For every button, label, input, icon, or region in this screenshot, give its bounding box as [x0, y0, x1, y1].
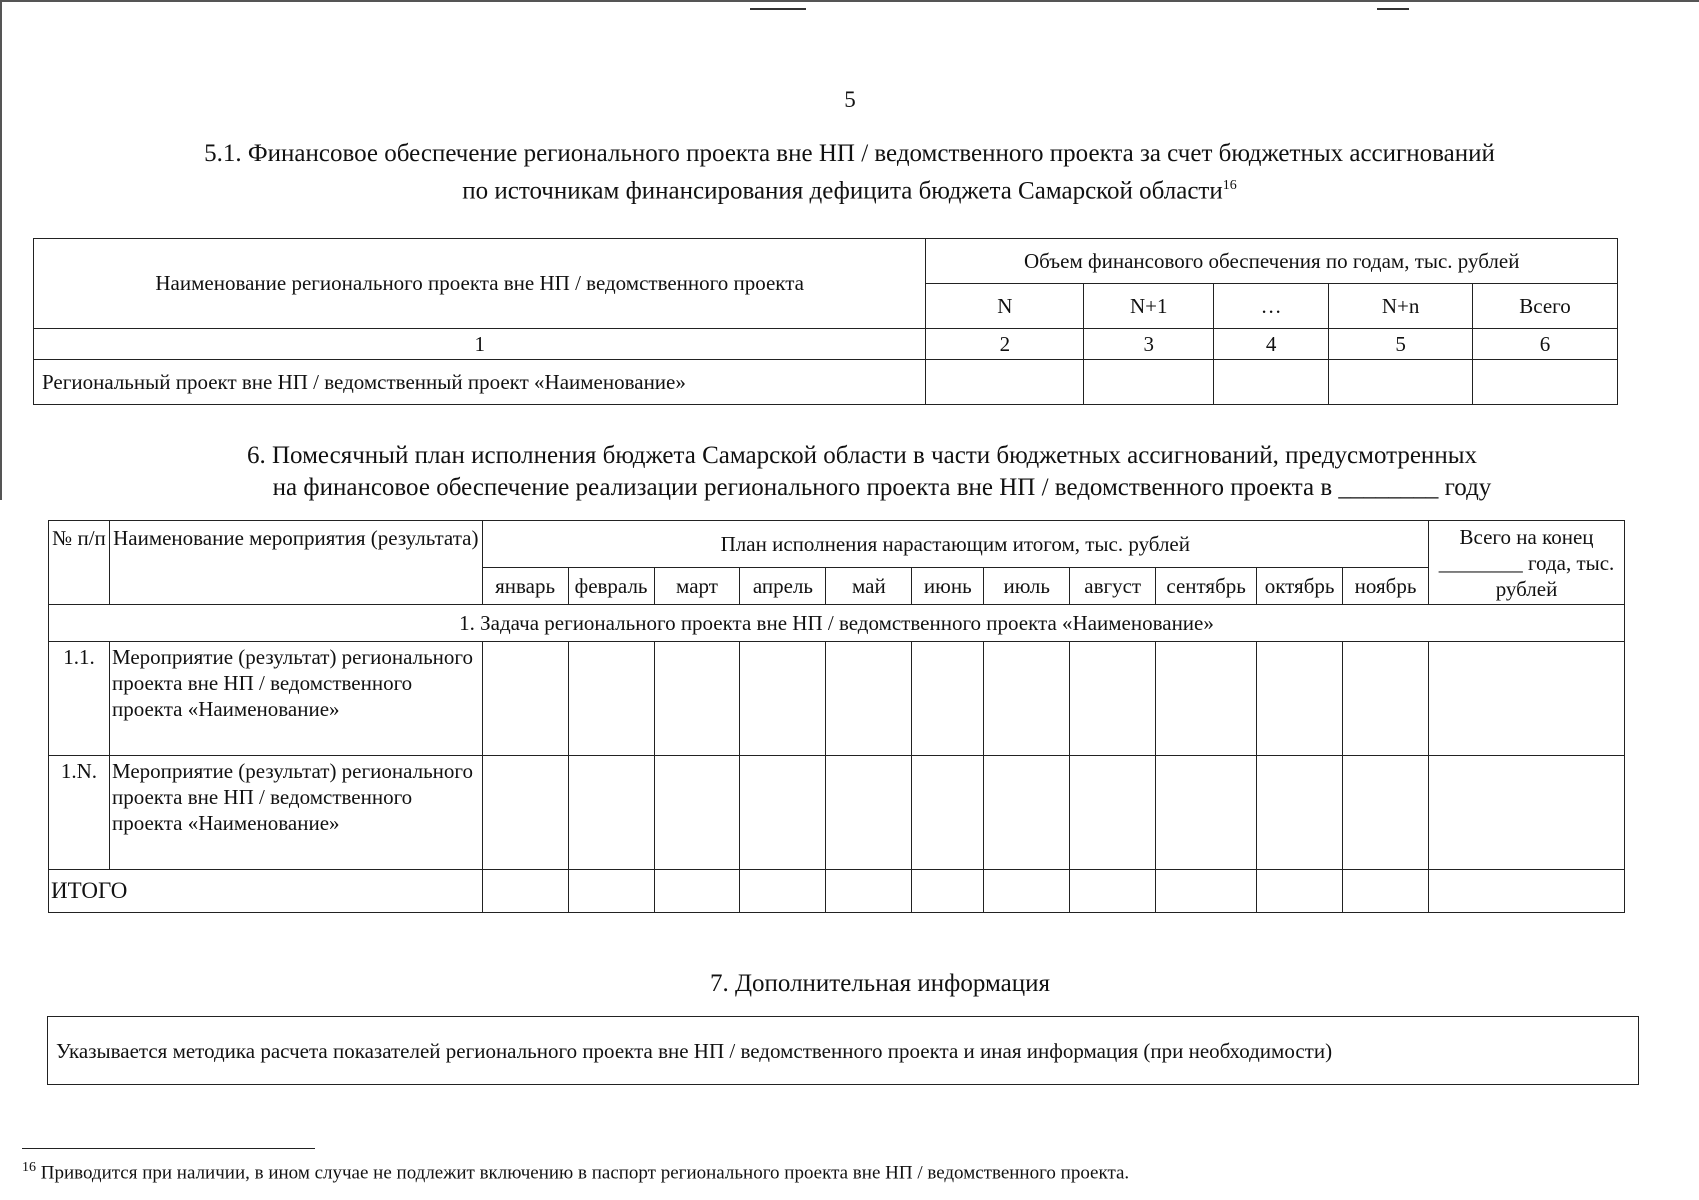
row-event-name: Мероприятие (результат) регионального проекта вне НП / ведомственного проекта «Наименование» [109, 642, 482, 756]
section-6-title [0, 440, 1699, 504]
year-col: N+n [1329, 284, 1473, 329]
month-col: сентябрь [1156, 568, 1257, 605]
year-col: Всего [1473, 284, 1618, 329]
table-cell [1429, 642, 1625, 756]
table-cell [1473, 360, 1618, 405]
table-cell [1343, 642, 1429, 756]
table-cell [1343, 756, 1429, 870]
month-col: май [826, 568, 912, 605]
month-col: апрель [740, 568, 826, 605]
section-5-1-title-line1: 5.1. Финансовое обеспечение регионального проекта вне НП / ведомственного проекта за счет бюджетных ассигнований [204, 140, 1495, 167]
table-cell [1156, 870, 1257, 913]
scan-mark [750, 8, 806, 10]
table-cell [654, 642, 740, 756]
section-6-title-line1: 6. Помесячный план исполнения бюджета Самарской области в части бюджетных ассигнований, предусмотренных [246, 442, 1477, 469]
col-number: 1 [34, 329, 926, 360]
table-cell [1429, 870, 1625, 913]
table-cell [984, 756, 1070, 870]
table-cell [1257, 870, 1343, 913]
table-cell [984, 642, 1070, 756]
year-col: N [926, 284, 1084, 329]
section-5-1-title-line2: по источникам финансирования дефицита бюджета Самарской области$^{16}$ [462, 177, 1237, 205]
footnote-ref: 16 [1222, 178, 1237, 193]
table-cell [826, 642, 912, 756]
col-number: 2 [926, 329, 1084, 360]
scan-edge-top [0, 0, 1699, 2]
footnote-separator [22, 1148, 315, 1149]
month-col: июнь [912, 568, 984, 605]
table-cell [926, 360, 1084, 405]
table-cell [482, 870, 568, 913]
col-number: 3 [1084, 329, 1214, 360]
task-row: 1. Задача регионального проекта вне НП / ведомственного проекта «Наименование» [49, 605, 1625, 642]
table-cell [1084, 360, 1214, 405]
month-col: январь [482, 568, 568, 605]
header-total: Всего на конец ________ года, тыс. рублей [1429, 521, 1625, 605]
section-5-1-title [0, 138, 1699, 207]
month-col: февраль [568, 568, 654, 605]
header-plan: План исполнения нарастающим итогом, тыс. рублей [482, 521, 1428, 568]
table-cell [1070, 642, 1156, 756]
table-cell [984, 870, 1070, 913]
footnote [22, 1160, 1129, 1184]
table-cell [740, 642, 826, 756]
table-cell [568, 642, 654, 756]
project-row-label: Региональный проект вне НП / ведомственный проект «Наименование» [34, 360, 926, 405]
table-cell [912, 870, 984, 913]
table-cell [826, 870, 912, 913]
table-cell [826, 756, 912, 870]
table-cell [1070, 870, 1156, 913]
total-label: ИТОГО [49, 870, 483, 913]
scan-edge-left [0, 0, 2, 500]
footnote-text: Приводится при наличии, в ином случае не подлежит включению в паспорт регионального проекта вне НП / ведомственного проекта. [36, 1162, 1130, 1184]
table-cell [1429, 756, 1625, 870]
table-cell [482, 642, 568, 756]
footnote-number: 16 [22, 1160, 36, 1175]
month-col: ноябрь [1343, 568, 1429, 605]
row-number: 1.N. [49, 756, 110, 870]
header-event-name: Наименование мероприятия (результата) [109, 521, 482, 605]
month-col: август [1070, 568, 1156, 605]
table-cell [1070, 756, 1156, 870]
table-cell [1257, 756, 1343, 870]
month-col: октябрь [1257, 568, 1343, 605]
table-cell [654, 870, 740, 913]
col-number: 6 [1473, 329, 1618, 360]
col-number: 5 [1329, 329, 1473, 360]
header-project-name: Наименование регионального проекта вне НП / ведомственного проекта [34, 239, 926, 329]
header-volume: Объем финансового обеспечения по годам, тыс. рублей [926, 239, 1618, 284]
row-event-name: Мероприятие (результат) регионального проекта вне НП / ведомственного проекта «Наименование» [109, 756, 482, 870]
table-cell [568, 756, 654, 870]
row-number: 1.1. [49, 642, 110, 756]
table-cell [654, 756, 740, 870]
additional-info-box: Указывается методика расчета показателей регионального проекта вне НП / ведомственного проекта и иная информация (при необходимости) [47, 1016, 1639, 1085]
financing-table [33, 238, 1618, 405]
table-cell [1343, 870, 1429, 913]
year-col: N+1 [1084, 284, 1214, 329]
scan-mark [1377, 8, 1409, 10]
table-cell [740, 870, 826, 913]
header-no: № п/п [49, 521, 110, 605]
table-cell [912, 642, 984, 756]
monthly-plan-table [48, 520, 1625, 913]
table-cell [740, 756, 826, 870]
table-cell [1214, 360, 1329, 405]
month-col: июль [984, 568, 1070, 605]
year-col: … [1214, 284, 1329, 329]
table-cell [482, 756, 568, 870]
table-cell [1156, 756, 1257, 870]
table-cell [568, 870, 654, 913]
section-6-title-line2: на финансовое обеспечение реализации регионального проекта вне НП / ведомственного проекта в ________ году [272, 474, 1492, 501]
table-cell [1329, 360, 1473, 405]
page-number: 5 [844, 87, 856, 112]
month-col: март [654, 568, 740, 605]
table-cell [912, 756, 984, 870]
table-cell [1257, 642, 1343, 756]
col-number: 4 [1214, 329, 1329, 360]
section-7-title: 7. Дополнительная информация [709, 970, 1051, 997]
table-cell [1156, 642, 1257, 756]
